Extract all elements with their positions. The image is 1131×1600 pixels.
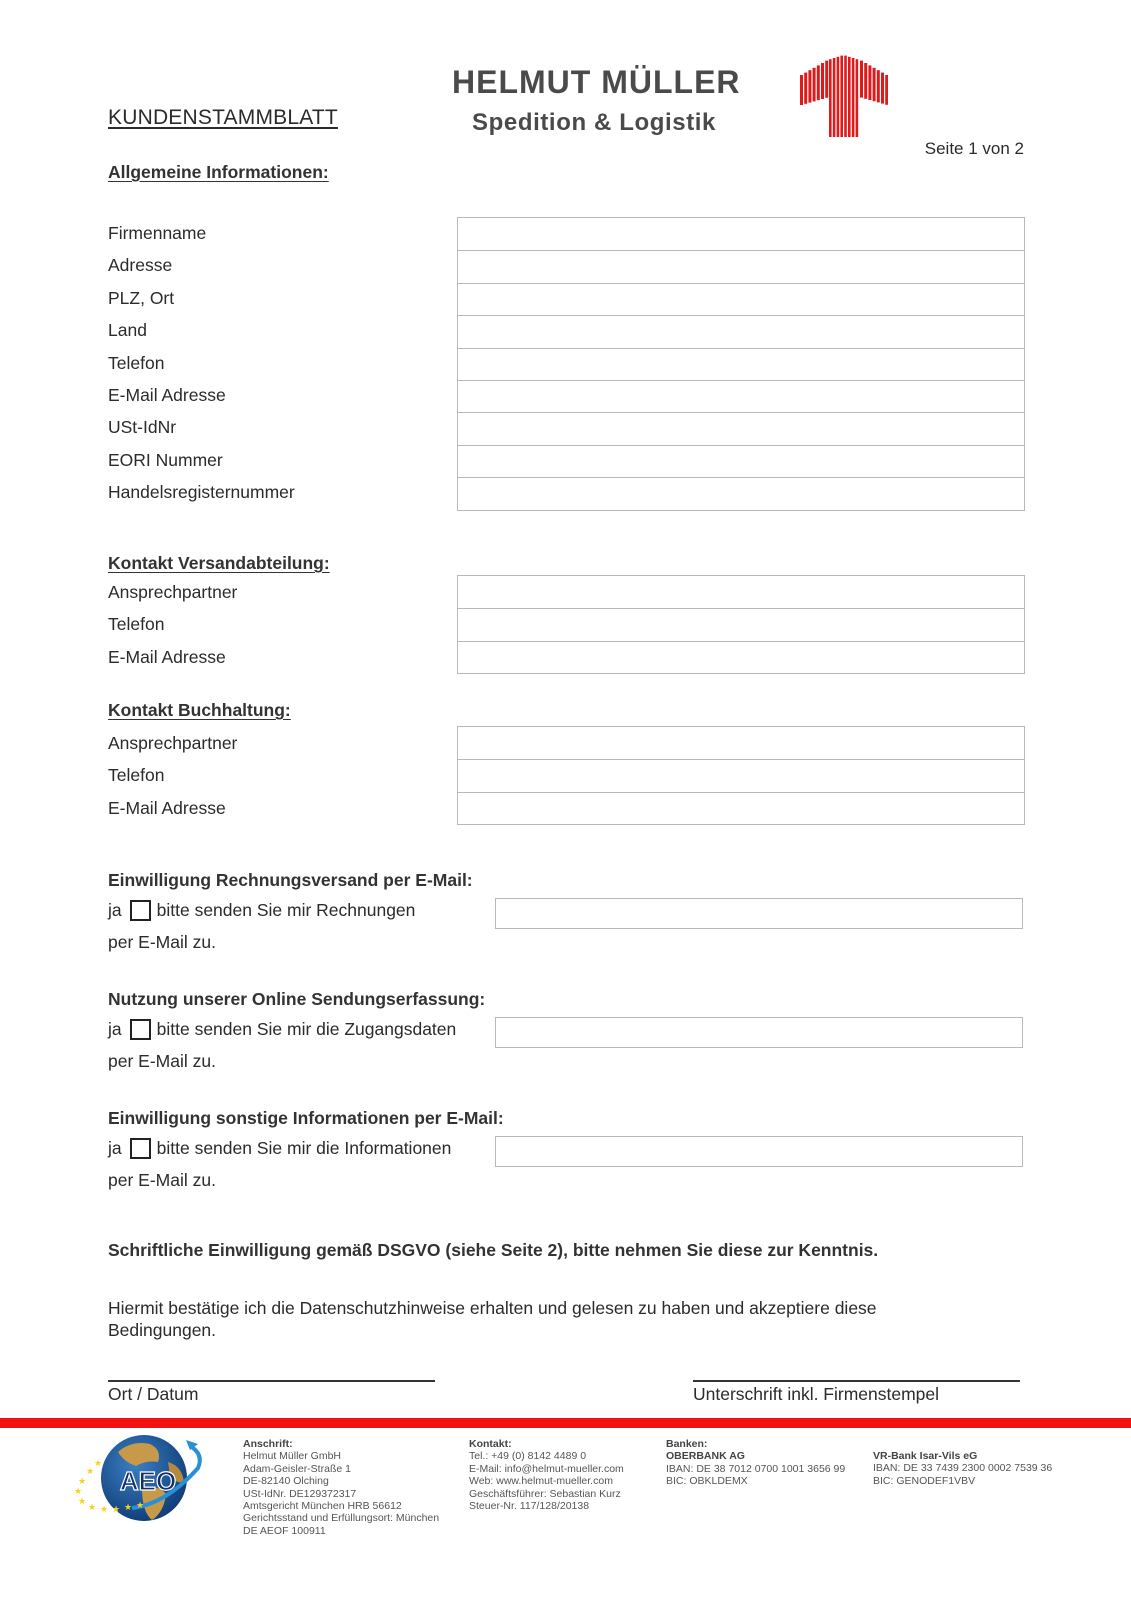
footer-line: Helmut Müller GmbH xyxy=(243,1450,342,1463)
bank2-iban: IBAN: DE 33 7439 2300 0002 7539 36 xyxy=(873,1462,1053,1475)
svg-text:★: ★ xyxy=(136,1501,145,1511)
field-input[interactable] xyxy=(458,576,1024,608)
field-input[interactable] xyxy=(458,315,1024,347)
svg-text:★: ★ xyxy=(78,1477,87,1487)
field-label: Firmenname xyxy=(108,223,207,243)
consent-option xyxy=(108,1138,451,1159)
footer-bank2 xyxy=(873,1450,1052,1487)
field-label: Adresse xyxy=(108,255,173,276)
section-heading-general: Allgemeine Informationen: xyxy=(108,162,329,182)
footer-banks-heading: Banken: xyxy=(666,1438,708,1450)
brand-tagline: Spedition & Logistik xyxy=(472,109,716,136)
consent-yes-label: ja xyxy=(108,900,122,920)
field-label: Telefon xyxy=(108,765,165,786)
field-label: Telefon xyxy=(108,352,165,373)
svg-text:★: ★ xyxy=(112,1505,121,1515)
footer-line: E-Mail: info@helmut-mueller.com xyxy=(469,1462,624,1475)
consent-heading: Einwilligung Rechnungsversand per E-Mail: xyxy=(108,870,473,890)
consent-email-input[interactable] xyxy=(495,1136,1023,1167)
consent-text: bitte senden Sie mir die Zugangsdaten xyxy=(156,1019,457,1039)
field-input[interactable] xyxy=(458,218,1024,250)
consent-yes-label: ja xyxy=(108,1019,122,1039)
field-label: Ansprechpartner xyxy=(108,733,238,753)
consent-option xyxy=(108,1019,456,1040)
field-input[interactable] xyxy=(458,641,1024,673)
place-date-label: Ort / Datum xyxy=(108,1384,199,1404)
consent-heading: Nutzung unserer Online Sendungserfassung: xyxy=(108,989,486,1009)
footer-line: Gerichtsstand und Erfüllungsort: München xyxy=(243,1512,440,1525)
field-input[interactable] xyxy=(458,445,1024,477)
bank1-bic: BIC: OBKLDEMX xyxy=(666,1475,748,1488)
dsgvo-notice: Schriftliche Einwilligung gemäß DSGVO (siehe Seite 2), bitte nehmen Sie diese zur Kenntnis. xyxy=(108,1240,879,1260)
field-input[interactable] xyxy=(458,759,1024,791)
field-label: Land xyxy=(108,320,147,341)
svg-text:★: ★ xyxy=(94,1459,103,1469)
footer-line: DE AEOF 100911 xyxy=(243,1524,326,1537)
field-label: USt-IdNr xyxy=(108,417,177,438)
footer-banks xyxy=(666,1438,845,1488)
field-input[interactable] xyxy=(458,348,1024,380)
document-title: KUNDENSTAMMBLATT xyxy=(108,106,338,129)
footer-red-bar xyxy=(0,1418,1131,1428)
svg-text:★: ★ xyxy=(78,1497,87,1507)
footer-line: Web: www.helmut-mueller.com xyxy=(469,1475,613,1488)
field-input[interactable] xyxy=(458,792,1024,824)
consent-email-input[interactable] xyxy=(495,1017,1023,1048)
bank1-name: OBERBANK AG xyxy=(666,1450,745,1463)
footer-line: Tel.: +49 (0) 8142 4489 0 xyxy=(469,1450,587,1463)
svg-text:★: ★ xyxy=(88,1503,97,1513)
aeo-globe-logo-icon xyxy=(66,1432,216,1527)
footer-line: Amtsgericht München HRB 56612 xyxy=(243,1500,402,1513)
footer-address xyxy=(243,1438,439,1537)
svg-text:★: ★ xyxy=(124,1503,133,1513)
consent-option xyxy=(108,900,415,921)
field-input[interactable] xyxy=(458,380,1024,412)
svg-text:★: ★ xyxy=(74,1487,83,1497)
field-input[interactable] xyxy=(458,608,1024,640)
bank2-name: VR-Bank Isar-Vils eG xyxy=(873,1450,978,1462)
field-input[interactable] xyxy=(458,412,1024,444)
footer-line: USt-IdNr. DE129372317 xyxy=(243,1487,357,1500)
consent-text: bitte senden Sie mir die Informationen xyxy=(156,1138,452,1158)
field-input[interactable] xyxy=(458,727,1024,759)
privacy-confirmation-text: Hiermit bestätige ich die Datenschutzhinweise erhalten und gelesen zu haben und akzeptiere diese Bedingungen. xyxy=(108,1298,877,1340)
consent-email-input[interactable] xyxy=(495,898,1023,929)
bank2-bic: BIC: GENODEF1VBV xyxy=(873,1474,976,1487)
bank1-iban: IBAN: DE 38 7012 0700 1001 3656 99 xyxy=(666,1462,846,1475)
consent-text-continued: per E-Mail zu. xyxy=(108,1170,216,1190)
consent-checkbox[interactable] xyxy=(130,900,151,921)
field-label: EORI Nummer xyxy=(108,449,223,470)
footer-line: Steuer-Nr. 117/128/20138 xyxy=(469,1500,590,1513)
consent-text-continued: per E-Mail zu. xyxy=(108,932,216,952)
consent-heading: Einwilligung sonstige Informationen per E-Mail: xyxy=(108,1108,504,1128)
consent-text-continued: per E-Mail zu. xyxy=(108,1051,216,1071)
field-label: E-Mail Adresse xyxy=(108,385,226,405)
field-label: Telefon xyxy=(108,614,165,635)
footer-line: Geschäftsführer: Sebastian Kurz xyxy=(469,1487,621,1500)
footer-line: DE-82140 Olching xyxy=(243,1475,329,1488)
field-label: PLZ, Ort xyxy=(108,287,175,308)
accounting-contact-fields xyxy=(457,726,1025,825)
consent-checkbox[interactable] xyxy=(130,1019,151,1040)
signature-label: Unterschrift inkl. Firmenstempel xyxy=(693,1384,940,1404)
shipping-contact-fields xyxy=(457,575,1025,674)
field-label: E-Mail Adresse xyxy=(108,646,226,667)
general-fields xyxy=(457,217,1025,511)
company-arrow-logo-icon xyxy=(798,53,888,141)
signature-line[interactable] xyxy=(693,1380,1020,1382)
footer-contact xyxy=(469,1438,624,1512)
brand-name: HELMUT MÜLLER xyxy=(452,64,741,100)
page-indicator: Seite 1 von 2 xyxy=(924,139,1024,158)
field-label: E-Mail Adresse xyxy=(108,797,226,818)
consent-checkbox[interactable] xyxy=(130,1138,151,1159)
section-heading-accounting-contact: Kontakt Buchhaltung: xyxy=(108,700,291,720)
field-label: Handelsregisternummer xyxy=(108,482,295,503)
footer-address-heading: Anschrift: xyxy=(243,1438,293,1450)
consent-yes-label: ja xyxy=(108,1138,122,1158)
field-input[interactable] xyxy=(458,250,1024,282)
footer-contact-heading: Kontakt: xyxy=(469,1438,512,1450)
field-input[interactable] xyxy=(458,283,1024,315)
svg-text:★: ★ xyxy=(86,1467,95,1477)
field-label: Ansprechpartner xyxy=(108,582,238,602)
place-date-line[interactable] xyxy=(108,1380,435,1382)
footer-line: Adam-Geisler-Straße 1 xyxy=(243,1462,351,1475)
aeo-logo-text: AEO xyxy=(119,1466,177,1496)
consent-text: bitte senden Sie mir Rechnungen xyxy=(156,900,416,920)
svg-text:★: ★ xyxy=(100,1505,109,1515)
field-input[interactable] xyxy=(458,477,1024,509)
section-heading-shipping-contact: Kontakt Versandabteilung: xyxy=(108,553,330,573)
